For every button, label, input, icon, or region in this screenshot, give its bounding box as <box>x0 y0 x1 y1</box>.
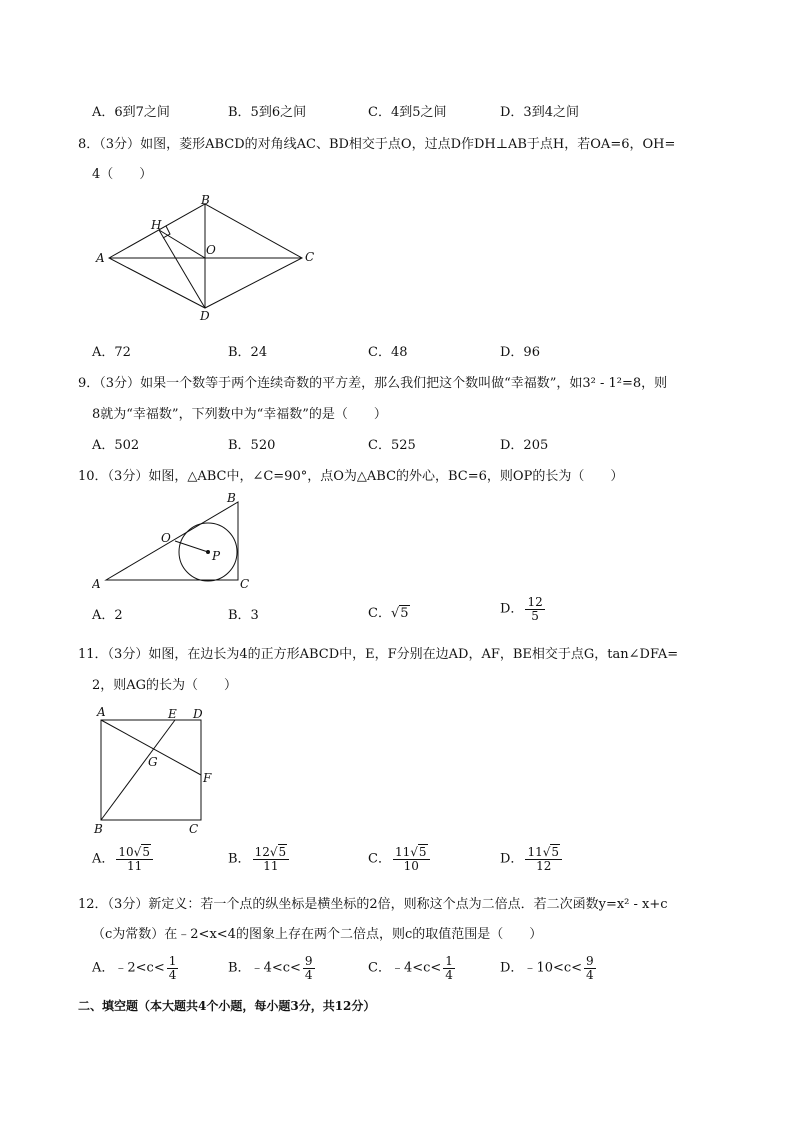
q9-stem-line1 <box>78 372 667 391</box>
q7-option-c: C．4到5之间 <box>368 105 447 120</box>
q10-stem-line1 <box>78 465 623 484</box>
q9-points: （3分） <box>99 376 141 391</box>
section-2-heading: 二、填空题（本大题共4个小题，每小题3分，共12分） <box>78 999 376 1013</box>
q10-points: （3分） <box>107 469 149 484</box>
q12-option-c-fraction: $\frac{1}{4}$ <box>445 954 453 982</box>
q10-option-a: A．2 <box>92 608 123 623</box>
q7-option-d: D．3到4之间 <box>500 105 579 120</box>
q12-stem-line1 <box>78 893 668 912</box>
q11-square-figure <box>92 704 222 838</box>
q12-option-b-fraction: $\frac{9}{4}$ <box>304 954 313 982</box>
q11-stem-line1 <box>78 643 678 662</box>
q8-label-c: C <box>305 250 315 264</box>
q8-stem-line1 <box>78 133 675 152</box>
q11-text: 如图，在边长为4的正方形ABCD中，E，F分别在边AD，AF，BE相交于点G，tan∠DFA= <box>148 647 679 662</box>
q9-option-c: C．525 <box>368 438 416 453</box>
q10-label-a: A <box>92 577 101 590</box>
q8-option-d: D．96 <box>500 345 540 360</box>
q8-rhombus-figure <box>92 192 322 324</box>
q12-points: （3分） <box>107 897 149 912</box>
q8-points: （3分） <box>99 137 141 152</box>
q10-label-b: B <box>227 491 236 505</box>
q9-option-d: D．205 <box>500 438 549 453</box>
q11-label-c: C <box>189 822 199 836</box>
q12-option-c: C．﹣4<c< $\frac{1}{4}$ <box>368 954 453 982</box>
q8-text: 如图，菱形ABCD的对角线AC、BD相交于点O，过点D作DH⊥AB于点H，若OA=6，OH= <box>140 137 676 152</box>
q12-option-b: B．﹣4<c< $\frac{9}{4}$ <box>228 954 313 982</box>
q10-label-c: C <box>240 577 250 590</box>
q10-label-p: P <box>212 549 221 563</box>
q8-label-o: O <box>206 243 216 257</box>
q12-option-a: A．﹣2<c< $\frac{1}{4}$ <box>92 954 177 982</box>
q8-label-b: B <box>201 193 210 207</box>
q9-math: 3² - 1²=8，则 <box>582 376 668 391</box>
q8-stem-line2: 4（ ） <box>92 167 153 182</box>
q10-number: 10． <box>78 469 108 484</box>
q11-option-d-fraction: $\frac{11√5}{12}$ <box>525 846 562 872</box>
q11-label-e: E <box>168 707 177 721</box>
q10-option-c: C．√5 <box>368 606 409 621</box>
q10-option-c-sqrt: √5 <box>390 606 409 621</box>
q11-number: 11． <box>78 647 108 662</box>
q11-option-a: A． $\frac{10√5}{11}$ <box>92 846 155 872</box>
q12-option-a-fraction: $\frac{1}{4}$ <box>168 954 177 982</box>
q8-option-c: C．48 <box>368 345 408 360</box>
q12-number: 12． <box>78 897 108 912</box>
q10-label-o: O <box>161 531 171 545</box>
q9-stem-line2: 8就为“幸福数”，下列数中为“幸福数”的是（ ） <box>92 407 387 422</box>
q9-option-a: A．502 <box>92 438 140 453</box>
q12-stem-line2: （c为常数）在﹣2<x<4的图象上存在两个二倍点，则c的取值范围是（ ） <box>92 927 543 942</box>
q11-label-d: D <box>193 707 203 721</box>
q11-label-f: F <box>203 771 212 785</box>
q11-option-d: D． $\frac{11√5}{12}$ <box>500 846 564 872</box>
q10-option-d-fraction: $\frac{12}{5}$ <box>527 595 543 623</box>
q9-option-b: B．520 <box>228 438 276 453</box>
q10-triangle-figure <box>92 490 262 590</box>
q11-label-b: B <box>94 822 103 836</box>
q10-text: 如图，△ABC中，∠C=90°，点O为△ABC的外心，BC=6，则OP的长为（ ） <box>148 469 624 484</box>
q11-option-c: C． $\frac{11√5}{10}$ <box>368 846 432 872</box>
q12-text: 新定义：若一个点的纵坐标是横坐标的2倍，则称这个点为二倍点．若二次函数y=x² - x+c <box>148 897 668 912</box>
q7-option-a: A．6到7之间 <box>92 105 170 120</box>
q12-option-d: D．﹣10<c< $\frac{9}{4}$ <box>500 954 594 982</box>
q9-text: 如果一个数等于两个连续奇数的平方差，那么我们把这个数叫做“幸福数”，如 <box>140 376 583 391</box>
q11-option-b: B． $\frac{12√5}{11}$ <box>228 846 291 872</box>
q9-number: 9． <box>78 376 100 391</box>
q11-points: （3分） <box>107 647 149 662</box>
q8-option-b: B．24 <box>228 345 268 360</box>
q11-option-c-fraction: $\frac{11√5}{10}$ <box>393 846 430 872</box>
q12-option-d-fraction: $\frac{9}{4}$ <box>586 954 594 982</box>
q8-label-d: D <box>200 309 210 323</box>
q8-label-h: H <box>151 218 162 232</box>
q8-option-a: A．72 <box>92 345 131 360</box>
q7-option-b: B．5到6之间 <box>228 105 307 120</box>
q8-number: 8． <box>78 137 100 152</box>
q11-option-b-fraction: $\frac{12√5}{11}$ <box>253 846 290 872</box>
q10-point-p <box>206 550 210 554</box>
q10-option-d: D． $\frac{12}{5}$ <box>500 595 543 623</box>
q11-label-g: G <box>148 755 158 769</box>
q11-label-a: A <box>97 705 106 719</box>
q8-label-a: A <box>96 251 105 265</box>
q10-option-b: B．3 <box>228 608 259 623</box>
q11-stem-line2: 2，则AG的长为（ ） <box>92 678 238 693</box>
q11-option-a-fraction: $\frac{10√5}{11}$ <box>116 846 153 872</box>
